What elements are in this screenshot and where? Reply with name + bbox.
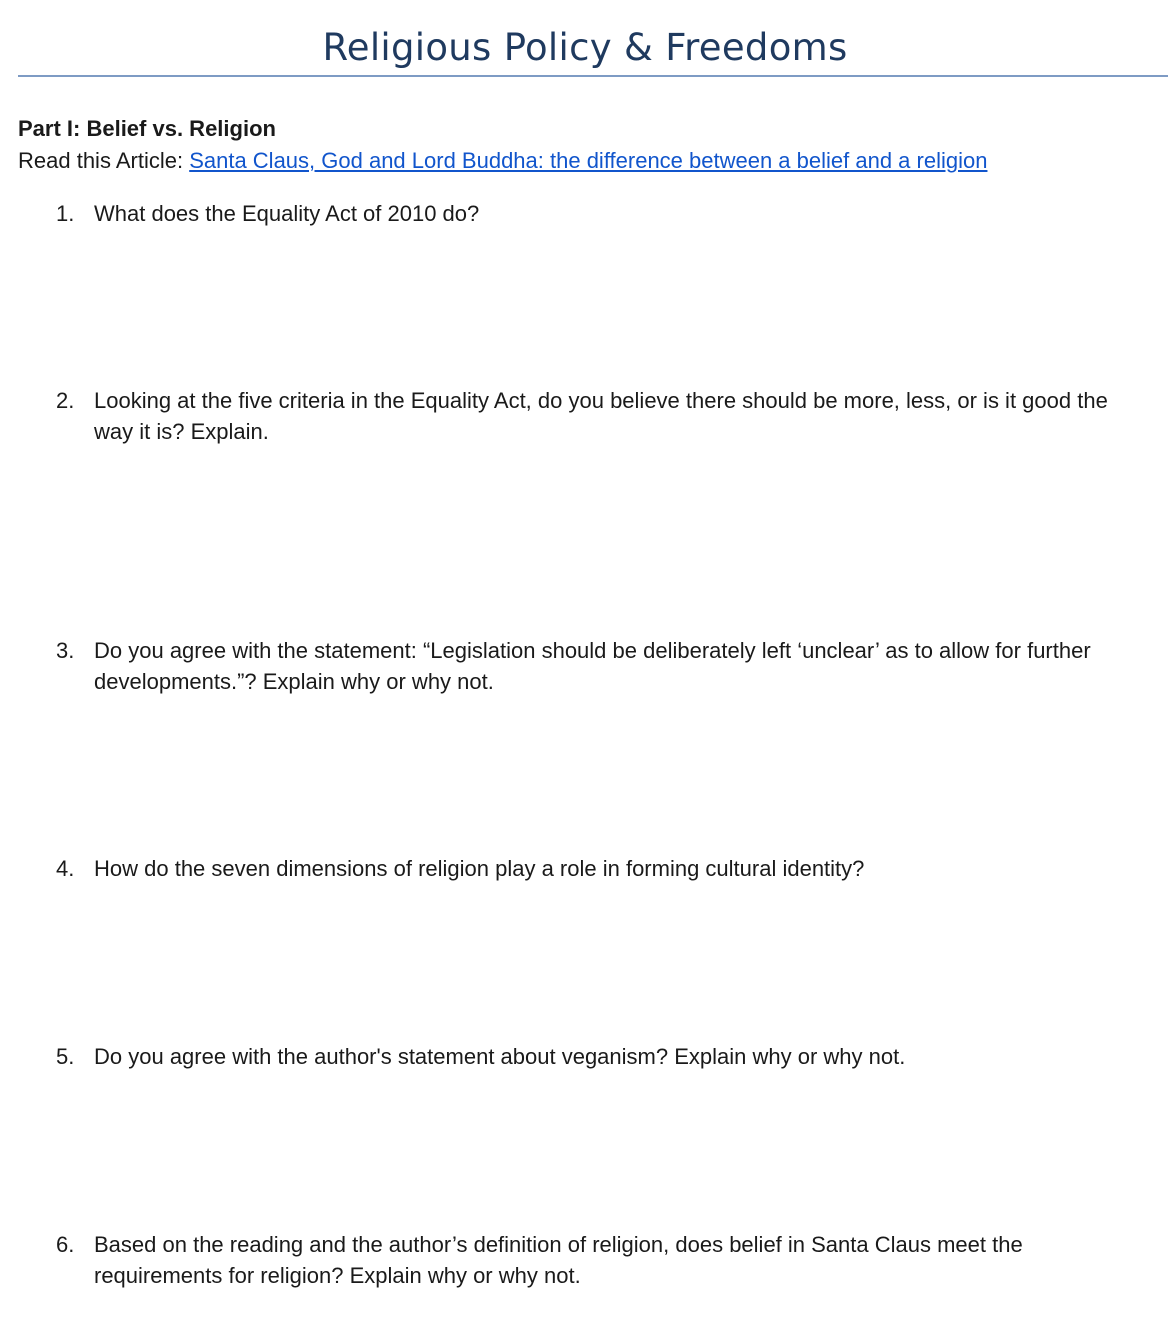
- question-3: [56, 635, 1146, 697]
- question-number: 6.: [56, 1232, 75, 1257]
- question-6: [56, 1229, 1146, 1291]
- page-title: Religious Policy & Freedoms: [322, 26, 848, 69]
- question-4: [56, 853, 1146, 884]
- question-number: 3.: [56, 638, 75, 663]
- title-divider: [18, 75, 1168, 77]
- question-text: Looking at the five criteria in the Equality Act, do you believe there should be more, less, or is it good the way it is? Explain.: [94, 388, 1108, 444]
- question-number: 1.: [56, 201, 75, 226]
- question-text: How do the seven dimensions of religion play a role in forming cultural identity?: [94, 856, 865, 881]
- read-article-line: [18, 146, 987, 176]
- read-article-label: Read this Article:: [18, 148, 190, 173]
- question-5: [56, 1041, 1146, 1072]
- question-text: Based on the reading and the author’s definition of religion, does belief in Santa Claus meet the requirements for religion? Explain why or why not.: [94, 1232, 1023, 1288]
- question-1: [56, 198, 1146, 229]
- section-heading: Part I: Belief vs. Religion: [18, 116, 276, 141]
- question-text: What does the Equality Act of 2010 do?: [94, 201, 480, 226]
- question-text: Do you agree with the statement: “Legislation should be deliberately left ‘unclear’ as to allow for further developments.”? Explain why or why not.: [94, 638, 1091, 694]
- question-number: 4.: [56, 856, 75, 881]
- question-number: 2.: [56, 388, 75, 413]
- article-link[interactable]: Santa Claus, God and Lord Buddha: the difference between a belief and a religion: [189, 148, 988, 173]
- question-number: 5.: [56, 1044, 75, 1069]
- question-2: [56, 385, 1146, 447]
- question-text: Do you agree with the author's statement about veganism? Explain why or why not.: [94, 1044, 906, 1069]
